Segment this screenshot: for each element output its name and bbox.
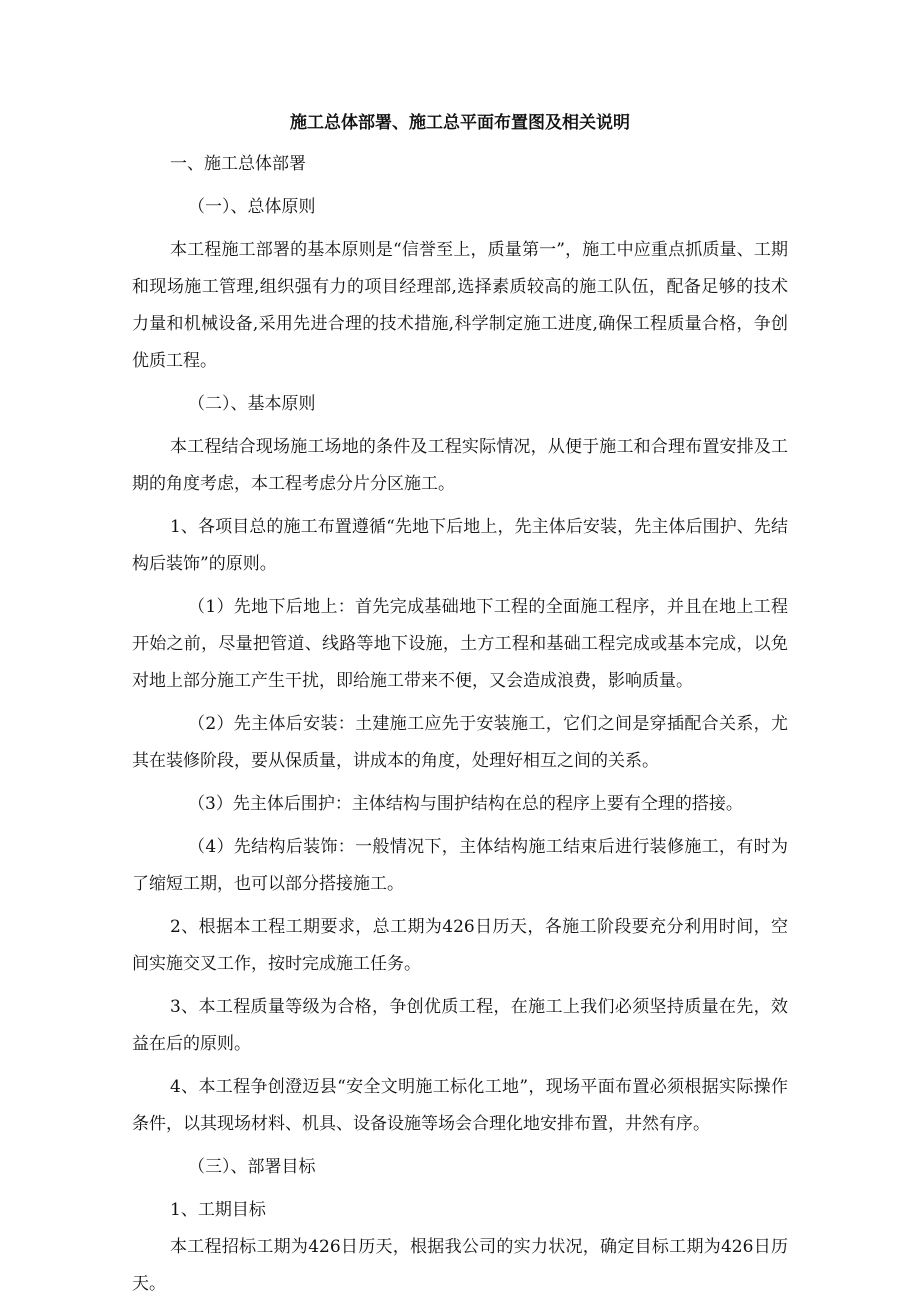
document-title: 施工总体部署、施工总平面布置图及相关说明 <box>290 113 630 133</box>
subsection-heading: （一）、总体原则 <box>188 197 316 217</box>
subsection-heading: （二）、基本原则 <box>188 394 316 414</box>
subsection-heading: （三）、部署目标 <box>188 1157 316 1177</box>
list-item: 1、工期目标 <box>170 1200 266 1220</box>
list-item: 4、本工程争创澄迈县“安全文明施工标化工地”，现场平面布置必须根据实际操作条件，以其现场材料、机具、设备设施等场会合理化地安排布置，井然有序。 <box>132 1077 788 1134</box>
list-item: 2、根据本工程工期要求，总工期为426日历天，各施工阶段要充分利用时间，空间实施交叉工作，按时完成施工任务。 <box>132 917 788 974</box>
paragraph: 本工程施工部署的基本原则是“信誉至上，质量第一”，施工中应重点抓质量、工期和现场施工管理,组织强有力的项目经理部,选择素质较高的施工队伍，配备足够的技术力量和机械设备,采用先进合理的技术措施,科学制定施工进度,确保工程质量合格，争创优质工程。 <box>132 240 788 371</box>
list-item: （3）先主体后围护：主体结构与围护结构在总的程序上要有仝理的搭接。 <box>188 794 743 814</box>
paragraph: 本工程招标工期为426日历天，根据我公司的实力状况，确定目标工期为426日历天。 <box>132 1237 788 1294</box>
paragraph: 本工程结合现场施工场地的条件及工程实际情况，从便于施工和合理布置安排及工期的角度考虑，本工程考虑分片分区施工。 <box>132 437 788 494</box>
list-item: （4）先结构后装饰：一般情况下，主体结构施工结束后进行装修施工，有时为了缩短工期，也可以部分搭接施工。 <box>132 837 788 894</box>
section-heading: 一、施工总体部署 <box>170 154 306 174</box>
document-body <box>132 146 788 1303</box>
list-item: 3、本工程质量等级为合格，争创优质工程，在施工上我们必须坚持质量在先，效益在后的原则。 <box>132 997 788 1054</box>
list-item: （2）先主体后安装：土建施工应先于安装施工，它们之间是穿插配合关系，尤其在装修阶段，要从保质量，讲成本的角度，处理好相互之间的关系。 <box>132 714 788 771</box>
list-item: 1、各项目总的施工布置遵循“先地下后地上，先主体后安装，先主体后围护、先结构后装饰”的原则。 <box>132 517 788 574</box>
list-item: （1）先地下后地上：首先完成基础地下工程的全面施工程序，并且在地上工程开始之前，尽量把管道、线路等地下设施，土方工程和基础工程完成或基本完成，以免对地上部分施工产生干扰，即给施工带来不便，又会造成浪费，影响质量。 <box>132 597 788 691</box>
